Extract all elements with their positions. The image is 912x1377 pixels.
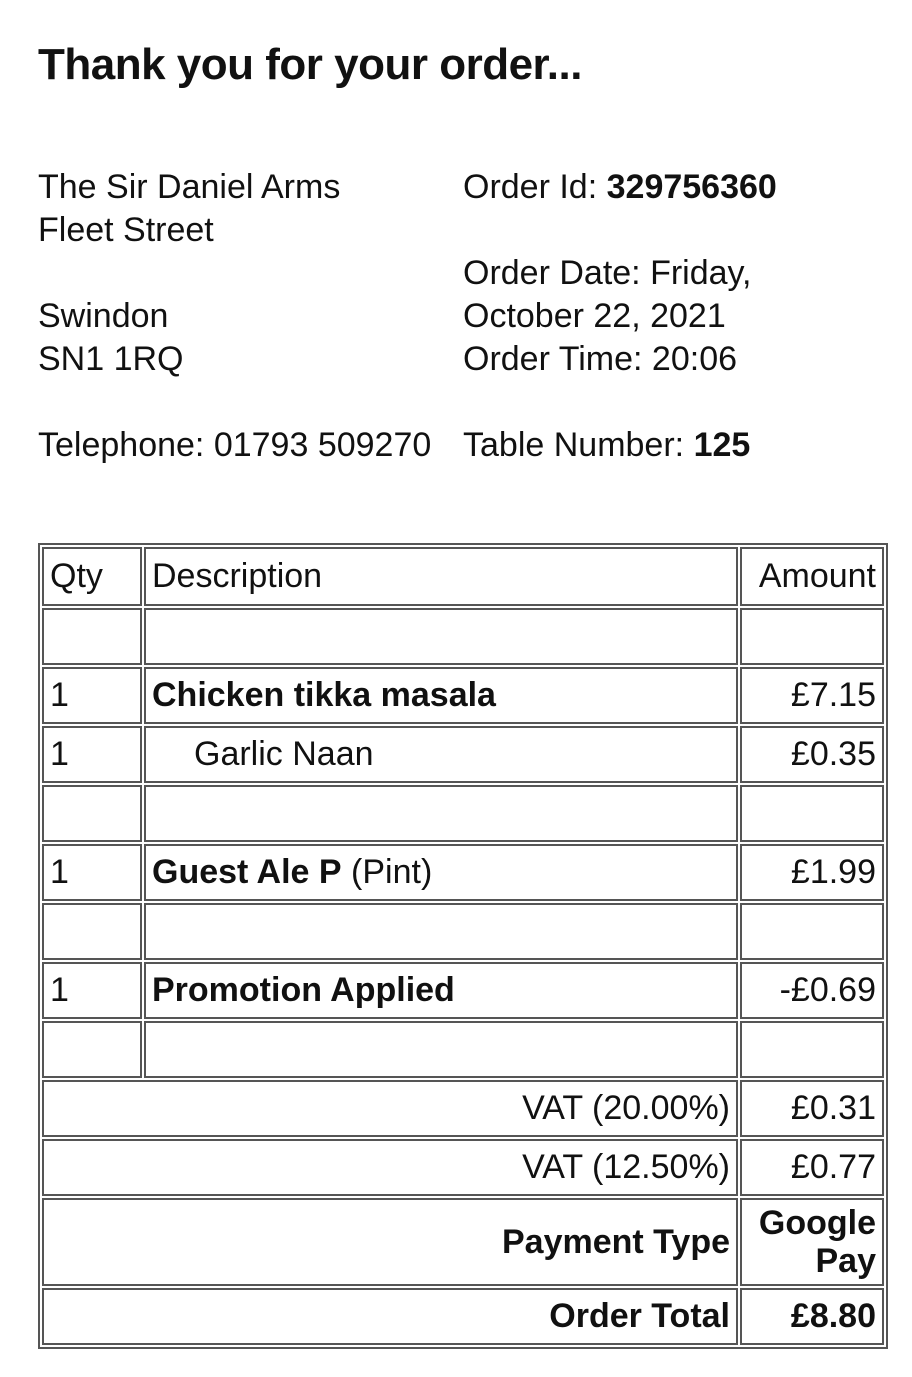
vat-row: [42, 1139, 884, 1196]
item-qty: 1: [42, 667, 142, 724]
table-row: [42, 962, 884, 1019]
order-items-table: [38, 543, 888, 1349]
vat-amount: £0.31: [740, 1080, 884, 1137]
order-total-value: £8.80: [740, 1288, 884, 1345]
payment-type-label: Payment Type: [42, 1198, 738, 1286]
item-qty: 1: [42, 962, 142, 1019]
table-row: [42, 667, 884, 724]
order-total-label: Order Total: [42, 1288, 738, 1345]
order-time: Order Time: 20:06: [463, 340, 738, 378]
venue-address: [38, 166, 458, 381]
payment-type-row: [42, 1198, 884, 1286]
item-qty: 1: [42, 726, 142, 783]
venue-name: The Sir Daniel Arms: [38, 168, 341, 206]
item-description: Garlic Naan: [144, 726, 738, 783]
vat-label: VAT (20.00%): [42, 1080, 738, 1137]
item-size: (Pint): [351, 853, 433, 891]
table-row: [42, 726, 884, 783]
header-qty: Qty: [42, 547, 142, 606]
telephone-number[interactable]: 01793 509270: [213, 426, 432, 464]
venue-postcode: SN1 1RQ: [38, 340, 184, 378]
vat-label: VAT (12.50%): [42, 1139, 738, 1196]
table-number-value: 125: [693, 426, 751, 464]
vat-amount: £0.77: [740, 1139, 884, 1196]
page-title: Thank you for your order...: [38, 40, 582, 89]
vat-row: [42, 1080, 884, 1137]
order-id: Order Id: 329756360: [463, 168, 777, 206]
spacer-row: [42, 608, 884, 665]
payment-type-value: Google Pay: [740, 1198, 884, 1286]
item-description: Guest Ale P (Pint): [144, 844, 738, 901]
order-date-line2: October 22, 2021: [463, 297, 726, 335]
venue-street: Fleet Street: [38, 211, 214, 249]
order-id-value: 329756360: [606, 168, 777, 206]
item-amount: -£0.69: [740, 962, 884, 1019]
table-row: [42, 844, 884, 901]
item-description: Promotion Applied: [144, 962, 738, 1019]
table-header-row: [42, 547, 884, 606]
spacer-row: [42, 903, 884, 960]
item-description: Chicken tikka masala: [144, 667, 738, 724]
venue-telephone[interactable]: Telephone: 01793 509270: [38, 426, 432, 464]
venue-city: Swindon: [38, 297, 169, 335]
header-description: Description: [144, 547, 738, 606]
table-number: Table Number: 125: [463, 426, 751, 464]
item-amount: £1.99: [740, 844, 884, 901]
item-qty: 1: [42, 844, 142, 901]
item-amount: £7.15: [740, 667, 884, 724]
item-amount: £0.35: [740, 726, 884, 783]
header-amount: Amount: [740, 547, 884, 606]
order-total-row: [42, 1288, 884, 1345]
order-details: [463, 166, 903, 381]
spacer-row: [42, 785, 884, 842]
order-date-line1: Order Date: Friday,: [463, 254, 752, 292]
spacer-row: [42, 1021, 884, 1078]
